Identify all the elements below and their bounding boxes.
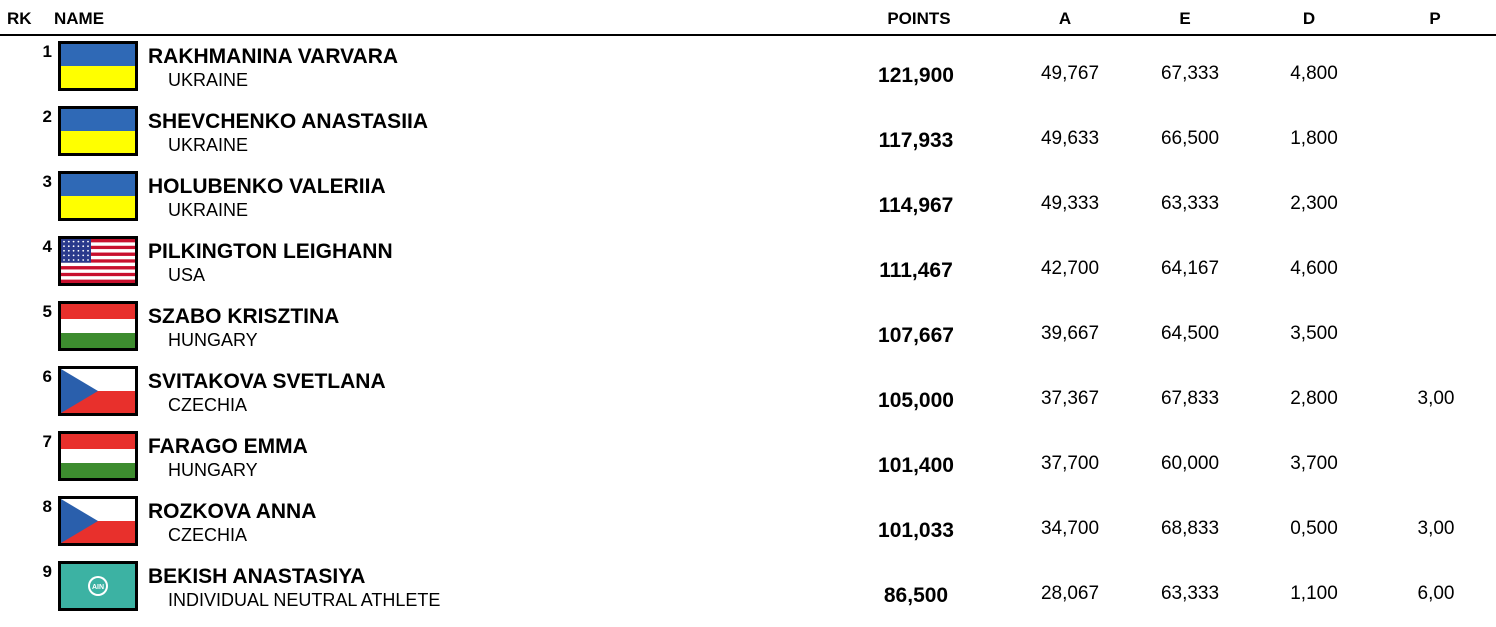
a-score: 49,633 [1040,128,1100,149]
athlete-country: CZECHIA [168,395,248,415]
penalty-score: 3,00 [1417,518,1455,539]
rank-value: 4 [42,237,52,256]
total-points: 101,033 [878,519,954,542]
e-score: 63,333 [1160,583,1220,604]
athlete-country: UKRAINE [168,200,249,220]
result-row [0,233,1496,297]
d-score: 0,500 [1290,518,1338,539]
a-score: 28,067 [1040,583,1100,604]
a-score: 34,700 [1040,518,1100,539]
d-score: 3,500 [1290,323,1338,344]
athlete-country: CZECHIA [168,525,248,545]
ukraine-flag-icon [58,171,138,221]
results-header [0,0,1496,36]
result-row [0,428,1496,492]
rank-value: 5 [42,302,52,321]
d-score: 1,800 [1290,128,1338,149]
penalty-score: 3,00 [1417,388,1455,409]
athlete-country: USA [168,265,206,285]
e-score: 67,333 [1160,63,1220,84]
total-points: 101,400 [878,454,954,477]
rank-value: 3 [42,172,52,191]
athlete-name: PILKINGTON LEIGHANN [148,240,393,263]
total-points: 111,467 [879,259,953,282]
athlete-name: SVITAKOVA SVETLANA [148,370,386,393]
total-points: 117,933 [878,129,954,152]
rank-column-header: RK [7,9,32,28]
e-score: 67,833 [1160,388,1220,409]
ukraine-flag-icon [58,41,138,91]
a-score: 49,767 [1040,63,1100,84]
penalty-score: 6,00 [1417,583,1455,604]
total-points: 105,000 [878,389,954,412]
a-score: 42,700 [1040,258,1100,279]
hungary-flag-icon [58,301,138,351]
e-score: 60,000 [1160,453,1220,474]
total-points: 86,500 [883,584,949,607]
a-score: 37,700 [1040,453,1100,474]
e-score: 64,500 [1160,323,1220,344]
ukraine-flag-icon [58,106,138,156]
d-score: 1,100 [1290,583,1338,604]
result-row [0,103,1496,167]
a-score: 49,333 [1040,193,1100,214]
name-column-header: NAME [54,9,105,28]
result-row [0,493,1496,557]
total-points: 114,967 [878,194,954,217]
athlete-name: FARAGO EMMA [148,435,308,458]
d-score: 4,600 [1290,258,1338,279]
points-column-header: POINTS [887,9,951,28]
rank-value: 8 [42,497,52,516]
e-score: 66,500 [1160,128,1220,149]
d-score: 2,800 [1290,388,1338,409]
rank-value: 2 [42,107,52,126]
athlete-name: BEKISH ANASTASIYA [148,565,366,588]
e-score: 64,167 [1160,258,1220,279]
total-points: 121,900 [878,64,954,87]
result-row [0,558,1496,622]
rank-value: 7 [42,432,52,451]
rank-value: 9 [42,562,52,581]
p-column-header: P [1429,9,1441,28]
result-row [0,298,1496,362]
d-score: 3,700 [1290,453,1338,474]
d-column-header: D [1302,9,1316,28]
usa-flag-icon [58,236,138,286]
svg-text:AIN: AIN [91,583,105,591]
athlete-name: RAKHMANINA VARVARA [148,45,399,68]
a-score: 39,667 [1040,323,1100,344]
result-row [0,38,1496,102]
e-score: 63,333 [1160,193,1220,214]
e-column-header: E [1179,9,1191,28]
athlete-country: HUNGARY [168,330,258,350]
athlete-name: SZABO KRISZTINA [148,305,340,328]
e-score: 68,833 [1160,518,1220,539]
czechia-flag-icon [58,366,138,416]
athlete-name: ROZKOVA ANNA [148,500,317,523]
hungary-flag-icon [58,431,138,481]
header-divider [0,34,1496,36]
a-score: 37,367 [1040,388,1100,409]
a-column-header: A [1058,9,1072,28]
athlete-name: HOLUBENKO VALERIIA [148,175,386,198]
d-score: 2,300 [1290,193,1338,214]
result-row [0,363,1496,427]
rank-value: 6 [42,367,52,386]
athlete-country: UKRAINE [168,135,249,155]
total-points: 107,667 [878,324,954,347]
athlete-name: SHEVCHENKO ANASTASIIA [148,110,429,133]
rank-value: 1 [42,42,52,61]
athlete-country: HUNGARY [168,460,258,480]
czechia-flag-icon [58,496,138,546]
result-row [0,168,1496,232]
athlete-country: UKRAINE [168,70,249,90]
ain-flag-icon [58,561,138,611]
d-score: 4,800 [1290,63,1338,84]
athlete-country: INDIVIDUAL NEUTRAL ATHLETE [168,590,441,610]
